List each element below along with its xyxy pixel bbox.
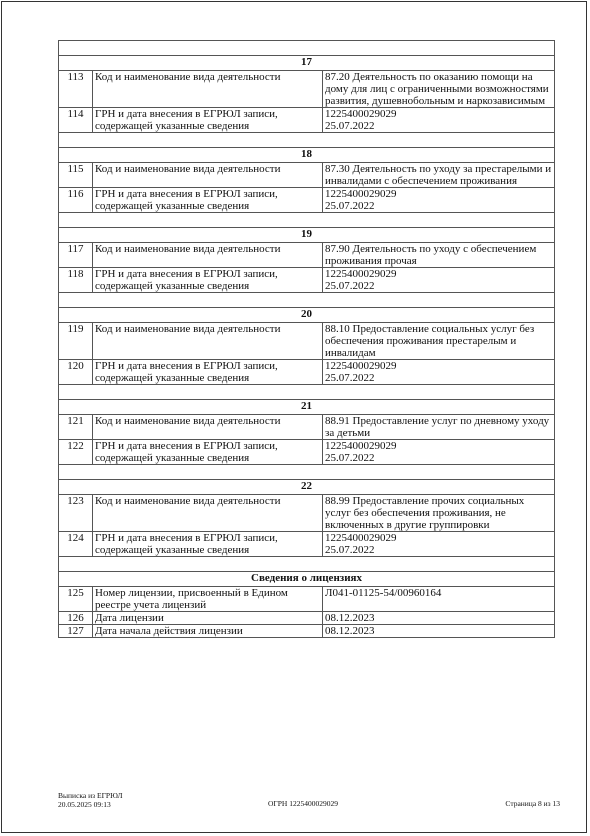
spacer-row bbox=[59, 557, 555, 572]
row-number: 122 bbox=[59, 440, 93, 465]
egrul-extract-table bbox=[58, 40, 555, 638]
field-value: 08.12.2023 bbox=[323, 625, 555, 638]
table-row bbox=[59, 625, 555, 638]
table-row bbox=[59, 243, 555, 268]
section-heading-row bbox=[59, 148, 555, 163]
footer-left bbox=[58, 792, 123, 809]
footer-doc-title: Выписка из ЕГРЮЛ bbox=[58, 791, 123, 800]
field-name: Дата лицензии bbox=[93, 612, 323, 625]
field-name: ГРН и дата внесения в ЕГРЮЛ записи, содержащей указанные сведения bbox=[93, 108, 323, 133]
row-number: 113 bbox=[59, 71, 93, 108]
section-heading-row bbox=[59, 480, 555, 495]
field-value: 87.90 Деятельность по уходу с обеспечением проживания прочая bbox=[323, 243, 555, 268]
field-name: ГРН и дата внесения в ЕГРЮЛ записи, содержащей указанные сведения bbox=[93, 360, 323, 385]
field-value: Л041-01125-54/00960164 bbox=[323, 587, 555, 612]
field-value: 1225400029029 25.07.2022 bbox=[323, 188, 555, 213]
field-value: 88.91 Предоставление услуг по дневному уходу за детьми bbox=[323, 415, 555, 440]
section-heading: 19 bbox=[59, 228, 555, 243]
section-heading: 18 bbox=[59, 148, 555, 163]
field-name: ГРН и дата внесения в ЕГРЮЛ записи, содержащей указанные сведения bbox=[93, 440, 323, 465]
field-name: Код и наименование вида деятельности bbox=[93, 415, 323, 440]
row-number: 117 bbox=[59, 243, 93, 268]
row-number: 120 bbox=[59, 360, 93, 385]
row-number: 121 bbox=[59, 415, 93, 440]
table-row bbox=[59, 268, 555, 293]
field-name: Код и наименование вида деятельности bbox=[93, 163, 323, 188]
table-row bbox=[59, 163, 555, 188]
row-number: 123 bbox=[59, 495, 93, 532]
spacer-cell bbox=[59, 557, 555, 572]
spacer-cell bbox=[59, 213, 555, 228]
table-row bbox=[59, 323, 555, 360]
section-heading: 22 bbox=[59, 480, 555, 495]
table-row bbox=[59, 415, 555, 440]
spacer-cell bbox=[59, 465, 555, 480]
field-value: 87.20 Деятельность по оказанию помощи на дому для лиц с ограниченными возможностями развития, душевнобольным и наркозависимым bbox=[323, 71, 555, 108]
table-row bbox=[59, 495, 555, 532]
field-name: ГРН и дата внесения в ЕГРЮЛ записи, содержащей указанные сведения bbox=[93, 268, 323, 293]
section-heading-row bbox=[59, 308, 555, 323]
table-row bbox=[59, 587, 555, 612]
table-row bbox=[59, 188, 555, 213]
section-heading: Сведения о лицензиях bbox=[59, 572, 555, 587]
spacer-cell bbox=[59, 41, 555, 56]
field-name: ГРН и дата внесения в ЕГРЮЛ записи, содержащей указанные сведения bbox=[93, 188, 323, 213]
spacer-cell bbox=[59, 133, 555, 148]
table-row bbox=[59, 532, 555, 557]
field-value: 87.30 Деятельность по уходу за престарелыми и инвалидами с обеспечением проживания bbox=[323, 163, 555, 188]
row-number: 118 bbox=[59, 268, 93, 293]
field-name: Код и наименование вида деятельности bbox=[93, 243, 323, 268]
section-heading: 21 bbox=[59, 400, 555, 415]
spacer-row bbox=[59, 293, 555, 308]
spacer-cell bbox=[59, 293, 555, 308]
table-row bbox=[59, 360, 555, 385]
field-name: ГРН и дата внесения в ЕГРЮЛ записи, содержащей указанные сведения bbox=[93, 532, 323, 557]
footer-page-number: Страница 8 из 13 bbox=[505, 799, 560, 808]
section-heading-row bbox=[59, 572, 555, 587]
table-row bbox=[59, 71, 555, 108]
section-heading-row bbox=[59, 228, 555, 243]
section-heading: 17 bbox=[59, 56, 555, 71]
row-number: 119 bbox=[59, 323, 93, 360]
table-row bbox=[59, 440, 555, 465]
row-number: 114 bbox=[59, 108, 93, 133]
row-number: 116 bbox=[59, 188, 93, 213]
section-heading: 20 bbox=[59, 308, 555, 323]
field-value: 1225400029029 25.07.2022 bbox=[323, 268, 555, 293]
field-value: 88.10 Предоставление социальных услуг без обеспечения проживания престарелым и инвалидам bbox=[323, 323, 555, 360]
section-heading-row bbox=[59, 400, 555, 415]
spacer-cell bbox=[59, 385, 555, 400]
field-name: Дата начала действия лицензии bbox=[93, 625, 323, 638]
field-value: 08.12.2023 bbox=[323, 612, 555, 625]
field-value: 1225400029029 25.07.2022 bbox=[323, 532, 555, 557]
spacer-row bbox=[59, 385, 555, 400]
field-value: 1225400029029 25.07.2022 bbox=[323, 440, 555, 465]
field-value: 88.99 Предоставление прочих социальных услуг без обеспечения проживания, не включенных в другие группировки bbox=[323, 495, 555, 532]
spacer-row bbox=[59, 41, 555, 56]
table-row bbox=[59, 108, 555, 133]
field-value: 1225400029029 25.07.2022 bbox=[323, 360, 555, 385]
footer-ogrn: ОГРН 1225400029029 bbox=[268, 799, 338, 808]
spacer-row bbox=[59, 133, 555, 148]
footer-timestamp: 20.05.2025 09:13 bbox=[58, 799, 111, 809]
section-heading-row bbox=[59, 56, 555, 71]
field-name: Номер лицензии, присвоенный в Едином реестре учета лицензий bbox=[93, 587, 323, 612]
spacer-row bbox=[59, 465, 555, 480]
field-name: Код и наименование вида деятельности bbox=[93, 495, 323, 532]
row-number: 126 bbox=[59, 612, 93, 625]
row-number: 125 bbox=[59, 587, 93, 612]
spacer-row bbox=[59, 213, 555, 228]
row-number: 127 bbox=[59, 625, 93, 638]
field-name: Код и наименование вида деятельности bbox=[93, 71, 323, 108]
row-number: 124 bbox=[59, 532, 93, 557]
table-body bbox=[59, 41, 555, 638]
field-value: 1225400029029 25.07.2022 bbox=[323, 108, 555, 133]
table-row bbox=[59, 612, 555, 625]
row-number: 115 bbox=[59, 163, 93, 188]
field-name: Код и наименование вида деятельности bbox=[93, 323, 323, 360]
